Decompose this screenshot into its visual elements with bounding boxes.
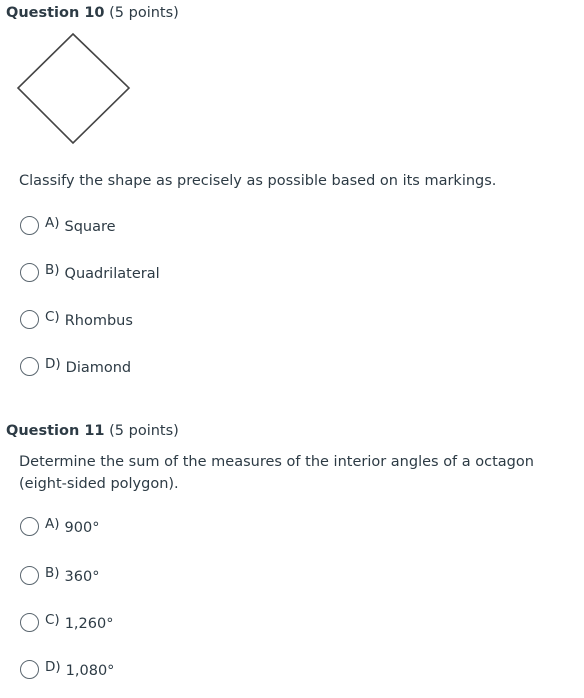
option-letter: D): [45, 659, 61, 675]
option-letter: C): [45, 612, 60, 628]
option-text: Square: [64, 219, 116, 235]
option-letter: B): [45, 565, 60, 581]
option-text: 360°: [64, 569, 100, 585]
radio-button[interactable]: [20, 517, 39, 536]
option-text: 900°: [64, 520, 100, 536]
radio-button[interactable]: [20, 310, 39, 329]
question-10-option-c[interactable]: [20, 308, 133, 330]
question-10-option-a[interactable]: [20, 214, 116, 236]
question-11-prompt: Determine the sum of the measures of the interior angles of a octagon (eight-sided polygon).: [19, 454, 534, 492]
question-11-option-c[interactable]: [20, 611, 113, 633]
question-11-header: [6, 421, 179, 441]
question-10-title: Question 10: [6, 5, 105, 21]
option-text: 1,260°: [64, 616, 114, 632]
radio-button[interactable]: [20, 660, 39, 679]
option-text: 1,080°: [65, 663, 115, 679]
option-letter: A): [45, 215, 60, 231]
option-text: Diamond: [65, 360, 132, 376]
option-letter: A): [45, 516, 60, 532]
question-10-header: [6, 3, 179, 23]
option-letter: B): [45, 262, 60, 278]
radio-button[interactable]: [20, 613, 39, 632]
option-letter: C): [45, 309, 60, 325]
question-10-points: (5 points): [109, 5, 179, 21]
diamond-shape-figure: [16, 31, 134, 149]
question-11-option-d[interactable]: [20, 658, 114, 680]
question-11-option-b[interactable]: [20, 564, 99, 586]
question-10-option-b[interactable]: [20, 261, 160, 283]
radio-button[interactable]: [20, 566, 39, 585]
option-text: Rhombus: [64, 313, 133, 329]
question-11-points: (5 points): [109, 423, 179, 439]
option-letter: D): [45, 356, 61, 372]
radio-button[interactable]: [20, 357, 39, 376]
question-11-option-a[interactable]: [20, 515, 99, 537]
radio-button[interactable]: [20, 263, 39, 282]
radio-button[interactable]: [20, 216, 39, 235]
question-11-title: Question 11: [6, 423, 105, 439]
question-10-prompt: Classify the shape as precisely as possible based on its markings.: [19, 173, 497, 189]
question-10-option-d[interactable]: [20, 355, 131, 377]
option-text: Quadrilateral: [64, 266, 160, 282]
